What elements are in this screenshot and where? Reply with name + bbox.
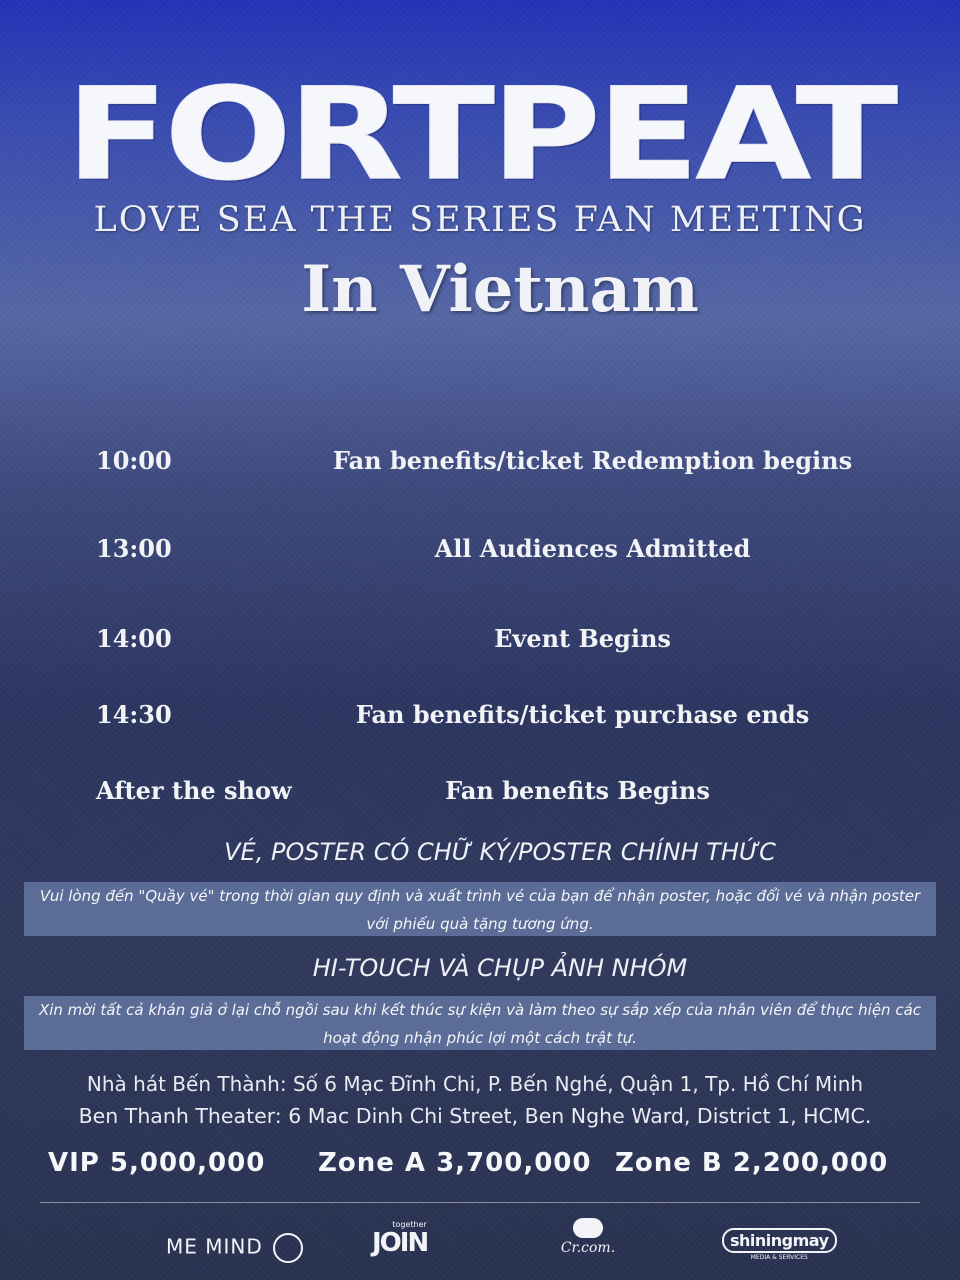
section-title-tickets: VÉ, POSTER CÓ CHỮ KÝ/POSTER CHÍNH THỨC	[224, 838, 776, 866]
info-box-tickets	[24, 882, 936, 936]
info-box-hitouch	[24, 996, 936, 1050]
cr-com-cloud-icon	[573, 1218, 603, 1238]
price-zone-b: Zone B 2,200,000	[615, 1148, 889, 1178]
join-logo-text: JOIN	[372, 1228, 428, 1258]
divider	[40, 1202, 920, 1203]
sponsor-shiningmay	[722, 1228, 837, 1261]
sponsor-me-mind	[166, 1233, 303, 1263]
poster-location: In Vietnam	[301, 252, 699, 327]
schedule-time: After the show	[96, 776, 292, 805]
info-line: Vui lòng đến "Quầy vé" trong thời gian quy định và xuất trình vé của bạn để nhận poster, hoặc đổi vé và nhận poster	[39, 887, 921, 905]
join-small-text: together	[392, 1220, 427, 1229]
price-zone-a: Zone A 3,700,000	[318, 1148, 592, 1178]
schedule-time: 14:30	[96, 700, 172, 729]
info-line: hoạt động nhận phúc lợi một cách trật tự.	[323, 1029, 637, 1047]
shiningmay-small-text: MEDIA & SERVICES	[750, 1254, 808, 1261]
me-mind-badge-icon	[273, 1233, 303, 1263]
shiningmay-logo-text: shiningmay	[722, 1228, 837, 1253]
schedule-time: 10:00	[96, 446, 172, 475]
sponsor-cr-com	[548, 1218, 628, 1256]
schedule-event: All Audiences Admitted	[434, 534, 751, 563]
me-mind-logo-text: ME MIND	[166, 1234, 263, 1259]
schedule-time: 14:00	[96, 624, 172, 653]
section-title-hitouch: HI-TOUCH VÀ CHỤP ẢNH NHÓM	[312, 954, 688, 982]
venue-vietnamese: Nhà hát Bến Thành: Số 6 Mạc Đĩnh Chi, P. Bến Nghé, Quận 1, Tp. Hồ Chí Minh	[86, 1072, 864, 1096]
schedule-event: Fan benefits Begins	[445, 776, 710, 805]
schedule-event: Event Begins	[494, 624, 671, 653]
poster-title: FORTPEAT	[65, 61, 895, 209]
schedule-event: Fan benefits/ticket Redemption begins	[332, 446, 853, 475]
info-line: Xin mời tất cả khán giả ở lại chỗ ngồi sau khi kết thúc sự kiện và làm theo sự sắp xếp của nhân viên để thực hiện các	[38, 1001, 922, 1019]
info-line: với phiếu quà tặng tương ứng.	[366, 915, 594, 933]
schedule-event: Fan benefits/ticket purchase ends	[355, 700, 810, 729]
sponsor-join	[372, 1220, 427, 1257]
cr-com-logo-text: Cr.com.	[560, 1240, 616, 1256]
schedule-time: 13:00	[96, 534, 172, 563]
venue-english: Ben Thanh Theater: 6 Mac Dinh Chi Street, Ben Nghe Ward, District 1, HCMC.	[78, 1104, 872, 1128]
price-vip: VIP 5,000,000	[48, 1148, 266, 1178]
poster-subtitle: LOVE SEA THE SERIES FAN MEETING	[93, 200, 867, 240]
